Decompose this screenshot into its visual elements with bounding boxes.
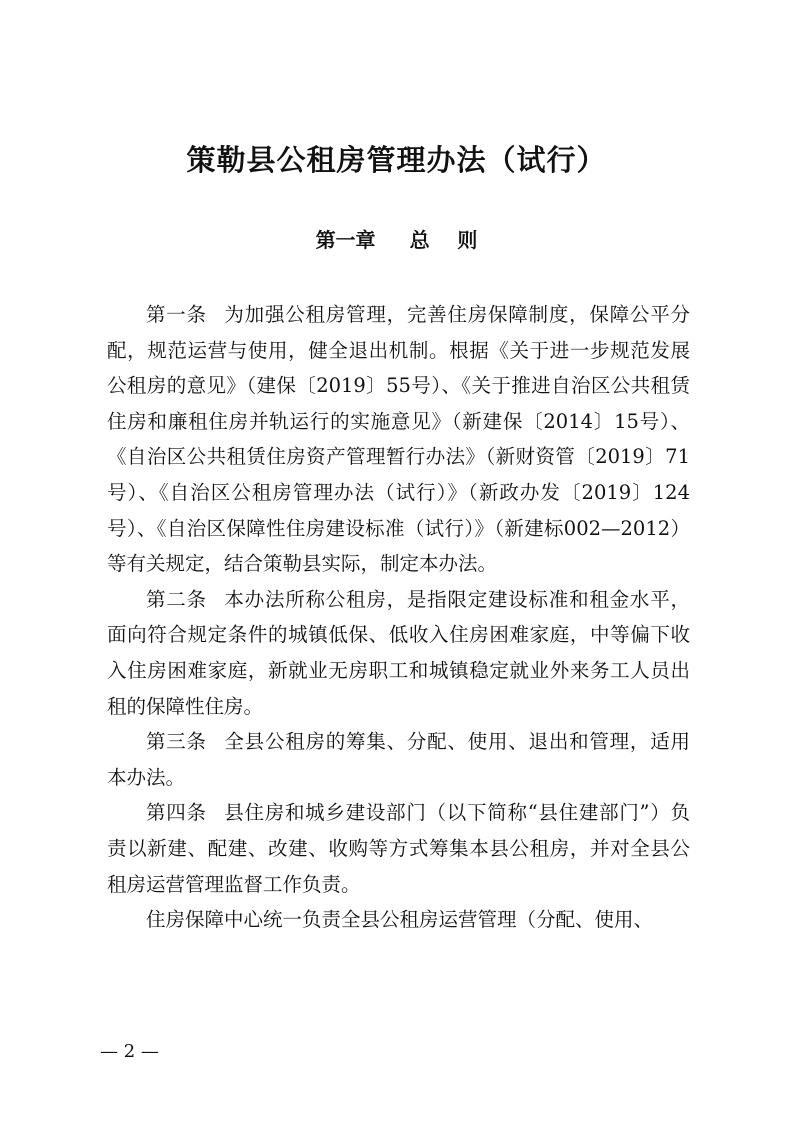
paragraph-text: 住房保障中心统一负责全县公租房运营管理（分配、使用、 bbox=[146, 908, 654, 932]
article-text: 本办法所称公租房，是指限定建设标准和租金水平，面向符合规定条件的城镇低保、低收入住房困难家庭，中等偏下收入住房困难家庭，新就业无房职工和城镇稳定就业外来务工人员出租的保障性住房。 bbox=[107, 587, 690, 718]
article-paragraph-1 bbox=[107, 297, 690, 582]
article-text: 全县公租房的筹集、分配、使用、退出和管理，适用本办法。 bbox=[107, 730, 690, 789]
document-title: 策勒县公租房管理办法（试行） bbox=[186, 143, 607, 177]
document-body bbox=[107, 297, 690, 938]
article-paragraph-3 bbox=[107, 724, 690, 795]
chapter-name: 总 则 bbox=[409, 228, 478, 252]
page-number: — 2 — bbox=[100, 1041, 159, 1062]
article-number: 第一条 bbox=[146, 303, 207, 326]
article-paragraph-2 bbox=[107, 582, 690, 724]
article-paragraph-4 bbox=[107, 795, 690, 902]
article-text: 县住房和城乡建设部门（以下简称“县住建部门”）负责以新建、配建、改建、收购等方式筹集本县公租房，并对全县公租房运营管理监督工作负责。 bbox=[107, 801, 690, 896]
article-number: 第二条 bbox=[146, 587, 207, 611]
article-number: 第四条 bbox=[146, 801, 207, 825]
article-number: 第三条 bbox=[146, 730, 207, 754]
continuation-paragraph bbox=[107, 902, 690, 938]
chapter-label: 第一章 bbox=[315, 228, 376, 252]
article-text: 为加强公租房管理，完善住房保障制度，保障公平分配，规范运营与使用，健全退出机制。根据《关于进一步规范发展公租房的意见》（建保〔2019〕55号）、《关于推进自治区公共租赁住房和廉租住房并轨运行的实施意见》（新建保〔2014〕15号）、《自治区公共租赁住房资产管理暂行办法》（新财资管〔2019〕71号）、《自治区公租房管理办法（试行）》（新政办发〔2019〕124号）、《自治区保障性住房建设标准（试行）》（新建标002—2012）等有关规定，结合策勒县实际，制定本办法。 bbox=[107, 303, 690, 576]
chapter-heading bbox=[0, 224, 793, 256]
